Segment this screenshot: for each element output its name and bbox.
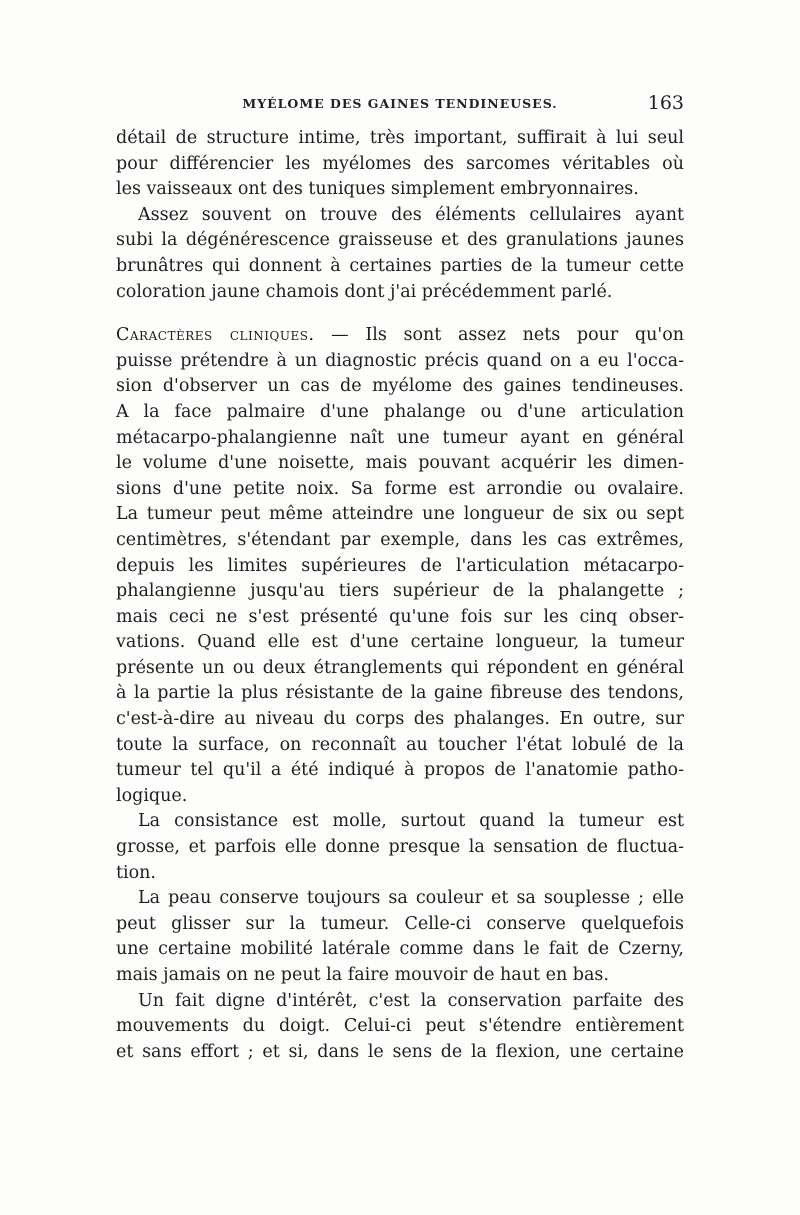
text-line: centimètres, s'étendant par exemple, dans les cas extrêmes, [116,529,684,550]
text-line: puisse prétendre à un diagnostic précis quand on a eu l'occa- [116,350,684,371]
text-line: pour différencier les myélomes des sarcomes véritables où [116,153,684,174]
text-line: phalangienne jusqu'au tiers supérieur de la phalangette ; [116,581,684,602]
section-first-line [116,323,684,349]
text-line: mais ceci ne s'est présenté qu'une fois sur les cinq obser- [116,606,684,627]
text-line: le volume d'une noisette, mais pouvant acquérir les dimen- [116,453,684,474]
text-line: détail de structure intime, très important, suffirait à lui seul [116,128,684,148]
text-line: brunâtres qui donnent à certaines parties de la tumeur cette [116,255,684,276]
body-text [116,126,684,1065]
text-line: toute la surface, on reconnaît au toucher l'état lobulé de la [116,734,684,755]
text-line: Assez souvent on trouve des éléments cellulaires ayant [138,204,684,225]
section-gap [116,305,684,323]
text-line: A la face palmaire d'une phalange ou d'une articulation [116,401,684,422]
text-line: La tumeur peut même atteindre une longueur de six ou sept [116,504,684,525]
text-line: à la partie la plus résistante de la gaine fibreuse des tendons, [116,683,684,704]
section-heading: Caractères cliniques. [116,325,315,346]
text-line: logique. [116,785,188,806]
text-line: Un fait digne d'intérêt, c'est la conservation parfaite des [138,990,684,1011]
text-fragment: — Ils sont assez nets pour qu'on [314,325,684,346]
running-head: MYÉLOME DES GAINES TENDINEUSES. [242,96,558,111]
text-line: depuis les limites supérieures de l'articulation métacarpo- [116,555,684,576]
text-line: subi la dégénérescence graisseuse et des granulations jaunes [116,230,684,251]
text-line: grosse, et parfois elle donne presque la sensation de fluctua- [116,837,684,858]
text-line: La consistance est molle, surtout quand la tumeur est [138,811,684,832]
text-line: une certaine mobilité latérale comme dans le fait de Czerny, [116,939,684,960]
text-line: peut glisser sur la tumeur. Celle-ci conserve quelquefois [116,913,684,934]
text-line: coloration jaune chamois dont j'ai précédemment parlé. [116,281,613,302]
text-line: mais jamais on ne peut la faire mouvoir de haut en bas. [116,965,609,985]
page-number: 163 [647,92,684,114]
text-line: c'est-à-dire au niveau du corps des phalanges. En outre, sur [116,709,684,730]
text-line: les vaisseaux ont des tuniques simplement embryonnaires. [116,179,639,200]
text-line: La peau conserve toujours sa couleur et sa souplesse ; elle [138,888,684,909]
text-line: sion d'observer un cas de myélome des gaines tendineuses. [116,376,684,397]
text-line: mouvements du doigt. Celui-ci peut s'étendre entièrement [116,1016,684,1037]
text-line: tion. [116,862,156,883]
text-line: présente un ou deux étranglements qui répondent en général [116,657,684,678]
text-line: métacarpo-phalangienne naît une tumeur ayant en général [116,427,684,448]
text-line: sions d'une petite noix. Sa forme est arrondie ou ovalaire. [116,478,684,499]
text-line: vations. Quand elle est d'une certaine longueur, la tumeur [116,632,684,653]
text-line: tumeur tel qu'il a été indiqué à propos de l'anatomie patho- [116,760,684,781]
page-header [116,92,684,116]
text-line: et sans effort ; et si, dans le sens de la flexion, une certaine [116,1041,684,1062]
